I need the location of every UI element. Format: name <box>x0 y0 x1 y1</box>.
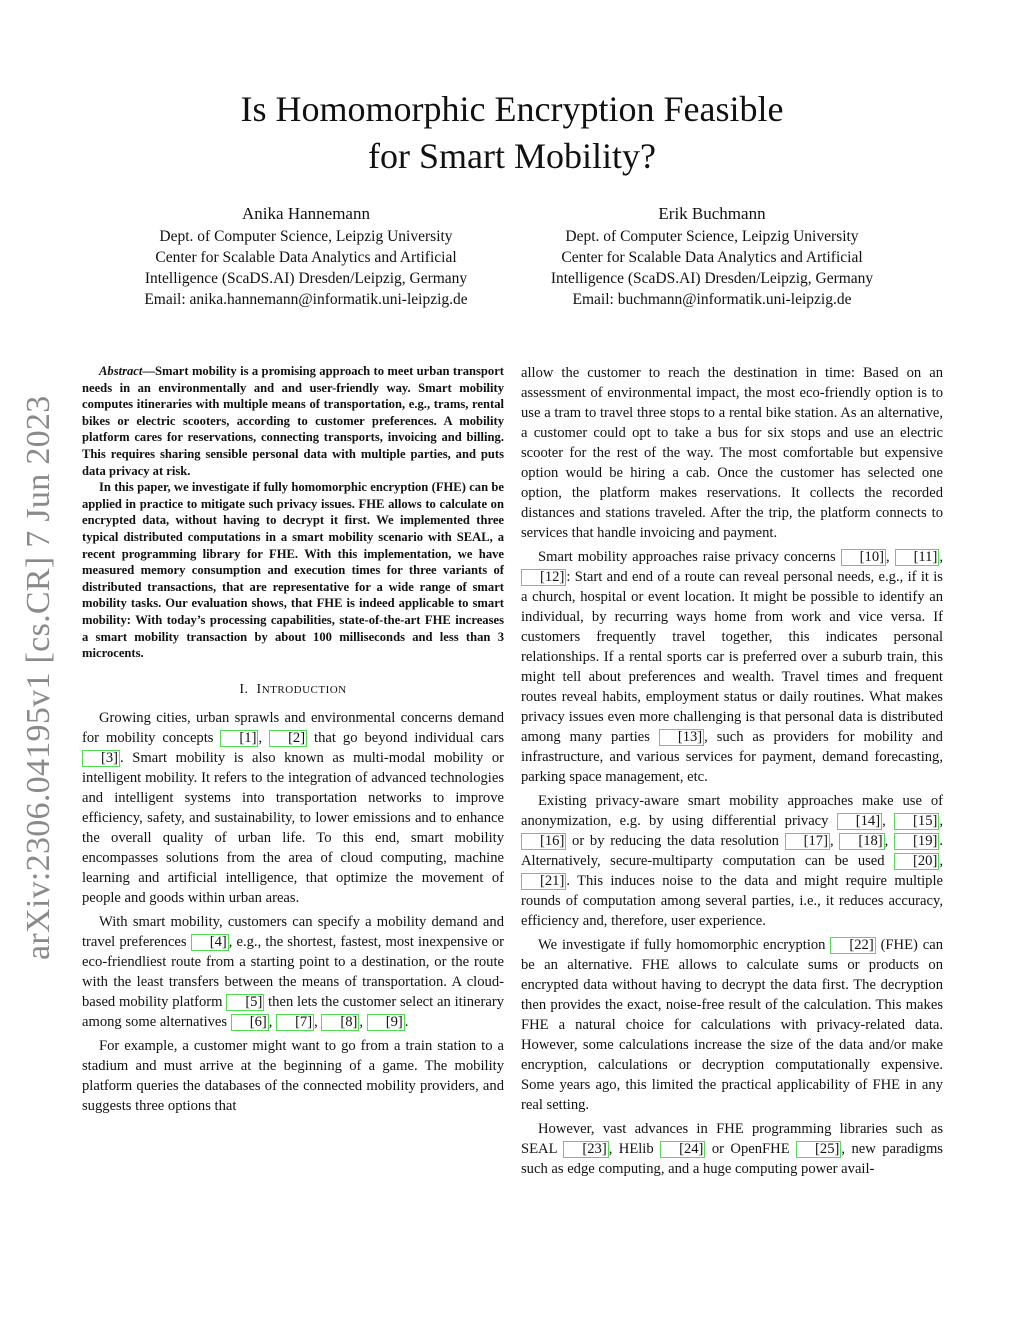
citation-link[interactable]: [9] <box>367 1014 405 1031</box>
citation-link[interactable]: [22] <box>830 937 875 954</box>
citation-link[interactable]: [16] <box>521 833 566 850</box>
title-line-1: Is Homomorphic Encryption Feasible <box>240 89 784 129</box>
body-paragraph: However, vast advances in FHE programming libraries such as SEAL [23] , HElib [24] or OpenFHE [25] , new paradigms such as edge computing, and a huge computing power avail- <box>521 1121 943 1177</box>
citation-link[interactable]: [24] <box>660 1141 705 1158</box>
left-column <box>82 363 504 1120</box>
body-paragraph: Smart mobility approaches raise privacy concerns [10] , [11] , [12] : Start and end of a route can reveal personal needs, e.g., if it is a church, hospital or event location. It might be possible to identify an individual, by recurring ways home from work and vice versa. If customers frequently travel together, this indicates personal relationships. If a rental sports car is preferred over a suburb train, this might tell about preferences and wealth. Travel times and frequent routes reveal habits, employment status or daily routines. What makes privacy issues even more challenging is that personal data is distributed among many parties [13] , such as providers for mobility and infrastructure, and various services for payment, demand forecasting, parking space management, etc. <box>521 549 943 785</box>
author-dept: Dept. of Computer Science, Leipzig University <box>159 228 453 245</box>
citation-link[interactable]: [5] <box>226 994 264 1011</box>
author-block-2 <box>502 202 922 310</box>
author-center: Center for Scalable Data Analytics and Artificial <box>561 249 863 266</box>
citation-link[interactable]: [2] <box>269 730 307 747</box>
abstract-paragraph: Abstract—Smart mobility is a promising approach to meet urban transport needs in an environmentally and and user-friendly way. Smart mobility computes itineraries with multiple means of transportation, e.g., trams, rental bikes or electric scooters, according to customer preferences. A mobility platform cares for reservations, connecting transports, invoicing and billing. This requires sharing sensible personal data with multiple parties, and puts data privacy at risk. <box>82 364 504 478</box>
paper-title <box>112 86 912 180</box>
citation-link[interactable]: [12] <box>521 569 566 586</box>
author-block-1 <box>96 202 516 310</box>
abstract-label: Abstract <box>99 364 143 378</box>
abstract <box>82 363 504 662</box>
author-email: Email: buchmann@informatik.uni-leipzig.de <box>572 291 852 308</box>
author-name: Anika Hannemann <box>242 204 370 223</box>
citation-link[interactable]: [17] <box>785 833 830 850</box>
citation-link[interactable]: [3] <box>82 750 120 767</box>
citation-link[interactable]: [20] <box>894 853 939 870</box>
citation-link[interactable]: [1] <box>220 730 258 747</box>
citation-link[interactable]: [7] <box>276 1014 314 1031</box>
section-heading: I. INTRODUCTION <box>239 681 347 697</box>
author-email: Email: anika.hannemann@informatik.uni-leipzig.de <box>144 291 468 308</box>
author-center: Center for Scalable Data Analytics and Artificial <box>155 249 457 266</box>
body-paragraph: Growing cities, urban sprawls and environmental concerns demand for mobility concepts [1] , [2] that go beyond individual cars [3] . Smart mobility is also known as multi-modal mobility or intelligent mobility. It refers to the integration of advanced technologies and intelligent systems into transportation networks to improve efficiency, safety, and sustainability, to lower emissions and to enhance the overall quality of urban life. To this end, smart mobility encompasses solutions from the area of cloud computing, machine learning and artificial intelligence, that optimize the movement of people and goods within urban areas. <box>82 709 505 906</box>
body-paragraph: allow the customer to reach the destination in time: Based on an assessment of environmental impact, the most eco-friendly option is to use a tram to travel three stops to a rental bike station. As an alternative, a customer could opt to take a bus for six stops and use an electric scooter for the rest of the way. The most comfortable but expensive option would be hiring a cab. Once the customer has selected one option, the platform makes reservations. It collects the recorded distances and stations traveled. After the trip, the platform connects to services that handle invoicing and payment. <box>521 365 943 541</box>
citation-link[interactable]: [14] <box>837 813 882 830</box>
citation-link[interactable]: [13] <box>659 729 704 746</box>
body-paragraph: With smart mobility, customers can specify a mobility demand and travel preferences [4] , e.g., the shortest, fastest, most inexpensive or eco-friendliest route from a starting point to a destination, or the route with the least transfers between the means of transportation. A cloud-based mobility platform [5] then lets the customer select an itinerary among some alternatives [6] , [7] , [8] , [9] . <box>82 913 504 1030</box>
body-paragraph: For example, a customer might want to go from a train station to a stadium and must arrive at the beginning of a game. The mobility platform queries the databases of the connected mobility providers, and suggests three options that <box>82 1037 504 1114</box>
citation-link[interactable]: [23] <box>563 1141 608 1158</box>
body-paragraph: Existing privacy-aware smart mobility approaches make use of anonymization, e.g. by using differential privacy [14] , [15] , [16] or by reducing the data resolution [17] , [18] , [19] . Alternatively, secure-multiparty computation can be used [20] , [21] . This induces noise to the data and might require multiple rounds of computation among several parties, i.e., it reduces accuracy, efficiency and, therefore, user experience. <box>521 793 944 929</box>
citation-link[interactable]: [25] <box>796 1141 841 1158</box>
citation-link[interactable]: [6] <box>231 1014 269 1031</box>
citation-link[interactable]: [8] <box>321 1014 359 1031</box>
body-paragraph: We investigate if fully homomorphic encryption [22] (FHE) can be an alternative. FHE allows to calculate sums or products on encrypted data without having to decrypt the data first. The decryption then provides the exact, noise-free result of the calculation. This makes FHE a natural choice for calculations with privacy-related data. However, some calculations increase the size of the data and/or make encryption, calculations or decryption computationally expensive. Some years ago, this limited the practical applicability of FHE in any real setting. <box>521 937 943 1113</box>
author-dept: Dept. of Computer Science, Leipzig University <box>565 228 859 245</box>
citation-link[interactable]: [19] <box>894 833 939 850</box>
title-line-2: for Smart Mobility? <box>368 136 656 176</box>
citation-link[interactable]: [10] <box>841 549 886 566</box>
citation-link[interactable]: [15] <box>894 813 939 830</box>
abstract-paragraph: In this paper, we investigate if fully homomorphic encryption (FHE) can be applied in practice to mitigate such privacy issues. FHE allows to calculate on encrypted data, without having to decrypt it first. We implemented three typical distributed computations in a smart mobility scenario with SEAL, a recent programming library for FHE. With this implementation, we have measured memory consumption and execution times for three variants of distributed transactions, that are representative for a wide range of smart mobility tasks. Our evaluation shows, that FHE is indeed applicable to smart mobility: With today’s processing capabilities, state-of-the-art FHE increases a smart mobility transaction by about 100 milliseconds and less than 3 microcents. <box>82 480 504 661</box>
citation-link[interactable]: [18] <box>839 833 884 850</box>
author-center: Intelligence (ScaDS.AI) Dresden/Leipzig, Germany <box>550 270 874 287</box>
author-center: Intelligence (ScaDS.AI) Dresden/Leipzig, Germany <box>144 270 468 287</box>
author-name: Erik Buchmann <box>658 204 766 223</box>
right-column <box>521 363 943 1183</box>
citation-link[interactable]: [11] <box>895 549 940 566</box>
citation-link[interactable]: [21] <box>521 873 566 890</box>
citation-link[interactable]: [4] <box>191 934 229 951</box>
arxiv-stamp: arXiv:2306.04195v1 [cs.CR] 7 Jun 2023 <box>20 395 57 960</box>
